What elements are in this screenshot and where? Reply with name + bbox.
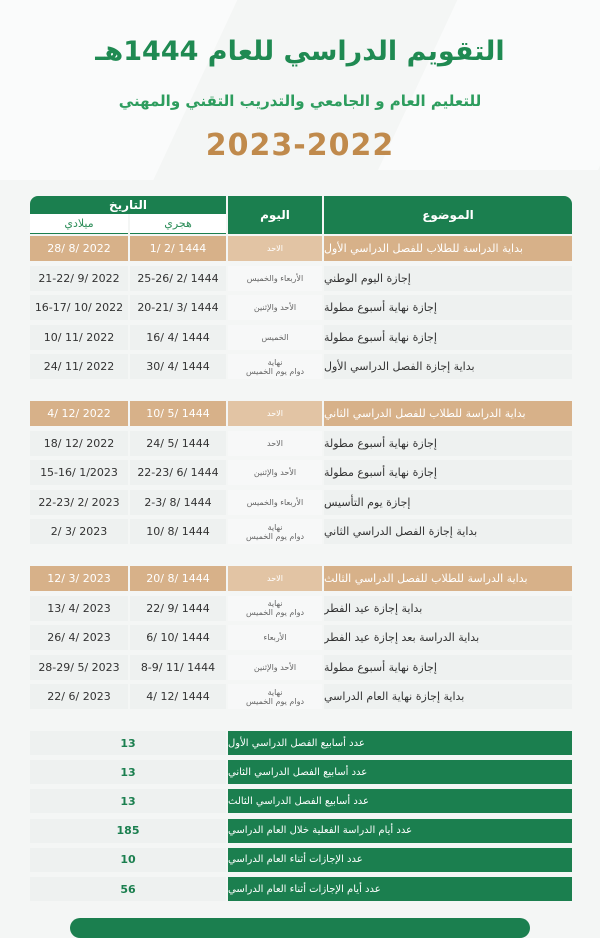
summary-label: عدد أيام الإجازات أثناء العام الدراسي [228, 877, 572, 901]
summary-value: 13 [30, 789, 226, 813]
table-row [30, 266, 572, 291]
summary-table [30, 731, 572, 911]
header-gregorian: ميلادي [30, 214, 128, 234]
row-hijri-date: 16/ 4/ 1444 [130, 325, 226, 350]
row-topic: بداية إجازة الفصل الدراسي الأول [324, 354, 572, 379]
row-topic: بداية إجازة عيد الفطر [324, 596, 572, 621]
row-topic: بداية إجازة نهاية العام الدراسي [324, 684, 572, 709]
row-hijri-date: 22-23/ 6/ 1444 [130, 460, 226, 485]
row-hijri-date: 2-3/ 8/ 1444 [130, 490, 226, 515]
row-hijri-date: 20/ 8/ 1444 [130, 566, 226, 591]
table-row [30, 354, 572, 379]
summary-row [30, 877, 572, 901]
row-day: الاحد [228, 431, 322, 456]
row-topic: بداية إجازة الفصل الدراسي الثاني [324, 519, 572, 544]
row-topic: إجازة نهاية أسبوع مطولة [324, 431, 572, 456]
row-day-line2: دوام يوم الخميس [245, 531, 305, 541]
header-topic: الموضوع [324, 196, 572, 234]
row-day-line2: دوام يوم الخميس [245, 696, 305, 706]
row-topic: بداية الدراسة للطلاب للفصل الدراسي الثالث [324, 566, 572, 591]
row-topic: بداية الدراسة للطلاب للفصل الدراسي الثاني [324, 401, 572, 426]
row-day-line1: نهاية [267, 522, 283, 532]
row-hijri-date: 10/ 8/ 1444 [130, 519, 226, 544]
row-hijri-date: 20-21/ 3/ 1444 [130, 295, 226, 320]
row-topic: إجازة نهاية أسبوع مطولة [324, 295, 572, 320]
table-row [30, 566, 572, 591]
table-row [30, 625, 572, 650]
row-gregorian-date: 15-16/ 1/2023 [30, 460, 128, 485]
row-hijri-date: 10/ 5/ 1444 [130, 401, 226, 426]
row-day: الأربعاء والخميس [228, 266, 322, 291]
summary-label: عدد الإجازات أثناء العام الدراسي [228, 848, 572, 872]
row-topic: إجازة اليوم الوطني [324, 266, 572, 291]
row-gregorian-date: 28-29/ 5/ 2023 [30, 655, 128, 680]
row-topic: إجازة نهاية أسبوع مطولة [324, 460, 572, 485]
row-day: الاحد [228, 401, 322, 426]
row-day-line1: نهاية [267, 357, 283, 367]
row-gregorian-date: 2/ 3/ 2023 [30, 519, 128, 544]
row-day-line2: دوام يوم الخميس [245, 366, 305, 376]
row-topic: بداية الدراسة للطلاب للفصل الدراسي الأول [324, 236, 572, 261]
row-gregorian-date: 16-17/ 10/ 2022 [30, 295, 128, 320]
footer-bar [70, 918, 530, 938]
calendar-table [30, 196, 572, 716]
summary-value: 13 [30, 731, 226, 755]
row-day: الاحد [228, 236, 322, 261]
row-day-line2: دوام يوم الخميس [245, 608, 305, 617]
summary-label: عدد أسابيع الفصل الدراسي الثاني [228, 760, 572, 784]
row-gregorian-date: 18/ 12/ 2022 [30, 431, 128, 456]
row-hijri-date: 30/ 4/ 1444 [130, 354, 226, 379]
summary-value: 56 [30, 877, 226, 901]
row-gregorian-date: 22/ 6/ 2023 [30, 684, 128, 709]
page-title: التقويم الدراسي للعام 1444هـ [95, 36, 505, 67]
summary-row [30, 731, 572, 755]
row-day: الاحد [228, 566, 322, 591]
row-day: الأربعاء والخميس [228, 490, 322, 515]
row-topic: إجازة نهاية أسبوع مطولة [324, 655, 572, 680]
row-gregorian-date: 13/ 4/ 2023 [30, 596, 128, 621]
row-day [228, 354, 322, 379]
summary-label: عدد أسابيع الفصل الدراسي الثالث [228, 789, 572, 813]
row-gregorian-date: 21-22/ 9/ 2022 [30, 266, 128, 291]
table-row [30, 490, 572, 515]
row-hijri-date: 25-26/ 2/ 1444 [130, 266, 226, 291]
row-hijri-date: 22/ 9/ 1444 [130, 596, 226, 621]
table-row [30, 401, 572, 426]
row-day [228, 519, 322, 544]
summary-value: 13 [30, 760, 226, 784]
row-day: الخميس [228, 325, 322, 350]
table-row [30, 684, 572, 709]
table-row [30, 431, 572, 456]
row-day-line1: نهاية [267, 687, 283, 697]
row-gregorian-date: 4/ 12/ 2022 [30, 401, 128, 426]
row-topic: إجازة يوم التأسيس [324, 490, 572, 515]
row-hijri-date: 4/ 12/ 1444 [130, 684, 226, 709]
summary-value: 10 [30, 848, 226, 872]
table-header [30, 196, 572, 234]
summary-label: عدد أسابيع الفصل الدراسي الأول [228, 731, 572, 755]
table-row [30, 236, 572, 261]
table-row [30, 460, 572, 485]
row-gregorian-date: 28/ 8/ 2022 [30, 236, 128, 261]
row-day: الأربعاء [228, 625, 322, 650]
table-row [30, 295, 572, 320]
row-hijri-date: 8-9/ 11/ 1444 [130, 655, 226, 680]
summary-row [30, 819, 572, 843]
header-day: اليوم [228, 196, 322, 234]
summary-row [30, 789, 572, 813]
summary-row [30, 848, 572, 872]
summary-label: عدد أيام الدراسة الفعلية خلال العام الدراسي [228, 819, 572, 843]
row-gregorian-date: 12/ 3/ 2023 [30, 566, 128, 591]
page-subtitle: للتعليم العام و الجامعي والتدريب التقني والمهني [118, 92, 482, 110]
row-gregorian-date: 26/ 4/ 2023 [30, 625, 128, 650]
row-gregorian-date: 10/ 11/ 2022 [30, 325, 128, 350]
table-row [30, 596, 572, 621]
row-day: الأحد والإثنين [228, 655, 322, 680]
row-day-line1: نهاية [267, 599, 283, 608]
row-hijri-date: 24/ 5/ 1444 [130, 431, 226, 456]
row-gregorian-date: 24/ 11/ 2022 [30, 354, 128, 379]
row-day: الأحد والإثنين [228, 460, 322, 485]
row-day [228, 596, 322, 621]
row-day [228, 684, 322, 709]
summary-value: 185 [30, 819, 226, 843]
row-topic: بداية الدراسة بعد إجازة عيد الفطر [324, 625, 572, 650]
row-hijri-date: 6/ 10/ 1444 [130, 625, 226, 650]
summary-row [30, 760, 572, 784]
table-row [30, 325, 572, 350]
header-date: التاريخ [30, 196, 226, 214]
row-gregorian-date: 22-23/ 2/ 2023 [30, 490, 128, 515]
row-topic: إجازة نهاية أسبوع مطولة [324, 325, 572, 350]
academic-years: 2023-2022 [205, 128, 395, 163]
header-hijri: هجري [130, 214, 226, 234]
row-hijri-date: 1/ 2/ 1444 [130, 236, 226, 261]
row-day: الأحد والإثنين [228, 295, 322, 320]
table-row [30, 519, 572, 544]
table-row [30, 655, 572, 680]
